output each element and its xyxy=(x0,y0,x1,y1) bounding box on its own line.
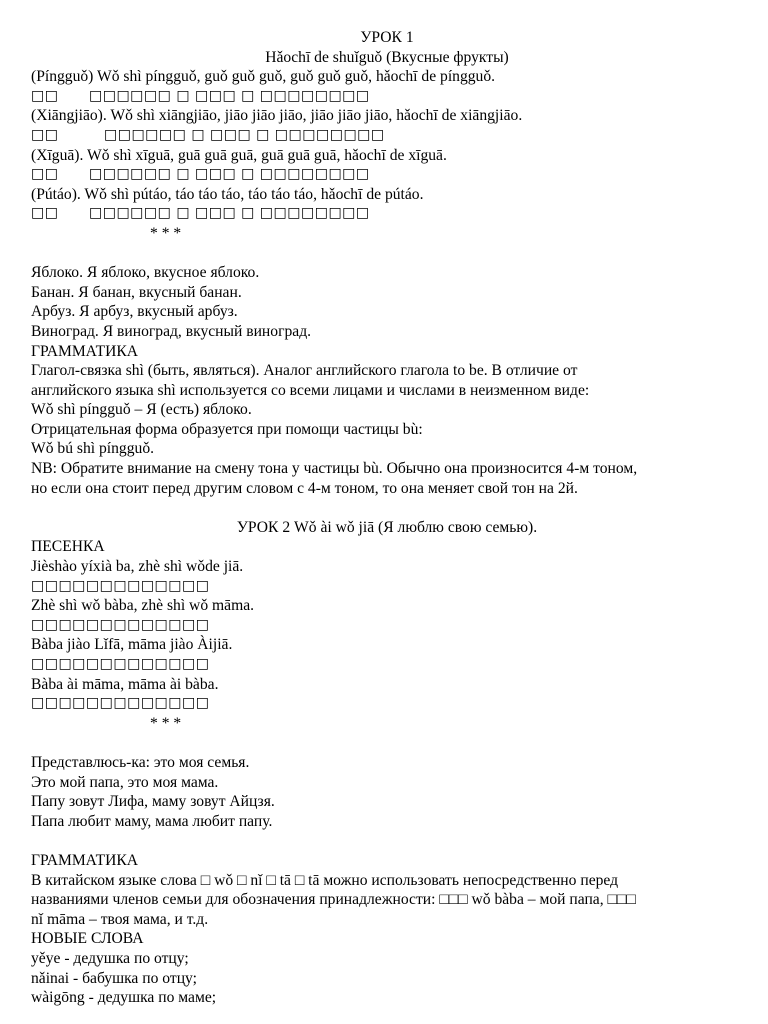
document-page xyxy=(31,28,743,1008)
song-line-hanzi xyxy=(31,204,743,224)
song-line-pinyin: Zhè shì wǒ bàba, zhè shì wǒ māma. xyxy=(31,597,255,615)
grammar-line: NB: Обратите внимание на смену тона у частицы bù. Обычно она произносится 4-м тоном, xyxy=(31,460,638,478)
song-line-hanzi: □□□□□□□□□□□□□ xyxy=(31,577,210,594)
song-line-pinyin: Bàba ài māma, māma ài bàba. xyxy=(31,675,219,693)
song-heading: ПЕСЕНКА xyxy=(31,538,105,556)
song-line-pinyin: Jièshào yíxià ba, zhè shì wǒde jiā. xyxy=(31,558,244,576)
translation-line: Виноград. Я виноград, вкусный виноград. xyxy=(31,322,312,340)
song-line-hanzi: □□□□□□□□□□□□□ xyxy=(31,656,210,672)
section-separator: * * * xyxy=(150,224,182,242)
vocab-entry: wàigōng - дедушка по маме; xyxy=(31,989,217,1007)
grammar-line: В китайском языке слова □ wǒ □ nǐ □ tā □ tā можно использовать непосредственно перед xyxy=(31,871,619,889)
translation-line: Яблоко. Я яблоко, вкусное яблоко. xyxy=(31,264,260,282)
grammar-line: Отрицательная форма образуется при помощи частицы bù: xyxy=(31,420,423,438)
song-line-hanzi: □□□□□□□□□□□□□ xyxy=(31,695,210,712)
hanzi-word: □□ xyxy=(31,205,59,222)
hanzi-word: □□ xyxy=(31,166,59,183)
hanzi-phrase: □□□□□□ □ □□□ □ □□□□□□□□ xyxy=(89,205,370,222)
hanzi-word: □□ xyxy=(31,87,59,104)
translation-line: Это мой папа, это моя мама. xyxy=(31,773,219,791)
song-line-hanzi xyxy=(31,126,743,146)
translation-line: Представлюсь-ка: это моя семья. xyxy=(31,753,250,771)
grammar-line: названиями членов семьи для обозначения принадлежности: □□□ wǒ bàba – мой папа, □□□ xyxy=(31,891,636,909)
song-line-hanzi xyxy=(31,87,743,107)
grammar-heading: ГРАММАТИКА xyxy=(31,851,139,869)
translation-line: Папу зовут Лифа, маму зовут Айцзя. xyxy=(31,793,275,811)
lesson1-title: УРОК 1 xyxy=(360,29,414,46)
translation-line: Папа любит маму, мама любит папу. xyxy=(31,812,273,830)
song-line-pinyin: (Píngguǒ) Wǒ shì píngguǒ, guǒ guǒ guǒ, guǒ guǒ guǒ, hǎochī de píngguǒ. xyxy=(31,68,496,86)
grammar-line: Wǒ bú shì píngguǒ. xyxy=(31,440,155,458)
grammar-line: Глагол-связка shì (быть, являться). Аналог английского глагола to be. В отличие от xyxy=(31,362,578,380)
song-line-hanzi xyxy=(31,165,743,185)
song-line-pinyin: (Pútáo). Wǒ shì pútáo, táo táo táo, táo táo táo, hǎochī de pútáo. xyxy=(31,185,424,203)
song-line-pinyin: (Xiāngjiāo). Wǒ shì xiāngjiāo, jiāo jiāo jiāo, jiāo jiāo jiāo, hǎochī de xiāngjiāo. xyxy=(31,107,523,125)
hanzi-phrase: □□□□□□ □ □□□ □ □□□□□□□□ xyxy=(89,166,370,183)
new-words-heading: НОВЫЕ СЛОВА xyxy=(31,930,144,948)
vocab-entry: nǎinai - бабушка по отцу; xyxy=(31,969,197,987)
grammar-line: но если она стоит перед другим словом с 4-м тоном, то она меняет свой тон на 2й. xyxy=(31,479,578,497)
lesson1-subtitle: Hǎochī de shuǐguǒ (Вкусные фрукты) xyxy=(265,48,509,66)
section-separator: * * * xyxy=(150,714,182,732)
hanzi-phrase: □□□□□□ □ □□□ □ □□□□□□□□ xyxy=(89,87,370,104)
translation-line: Банан. Я банан, вкусный банан. xyxy=(31,283,242,301)
lesson2-title: УРОК 2 Wǒ ài wǒ jiā (Я люблю свою семью). xyxy=(236,518,538,536)
vocab-entry: yěye - дедушка по отцу; xyxy=(31,949,189,967)
grammar-line: Wǒ shì píngguǒ – Я (есть) яблоко. xyxy=(31,401,252,419)
grammar-line: nǐ māma – твоя мама, и т.д. xyxy=(31,910,209,928)
hanzi-phrase: □□□□□□ □ □□□ □ □□□□□□□□ xyxy=(104,126,385,143)
song-line-hanzi: □□□□□□□□□□□□□ xyxy=(31,616,210,633)
grammar-line: английского языка shì используется со всеми лицами и числами в неизменном виде: xyxy=(31,381,590,399)
song-line-pinyin: (Xīguā). Wǒ shì xīguā, guā guā guā, guā guā guā, hǎochī de xīguā. xyxy=(31,146,447,164)
translation-line: Арбуз. Я арбуз, вкусный арбуз. xyxy=(31,303,238,321)
grammar-heading: ГРАММАТИКА xyxy=(31,342,139,360)
hanzi-word: □□ xyxy=(31,126,59,143)
song-line-pinyin: Bàba jiào Lǐfā, māma jiào Àijiā. xyxy=(31,636,233,654)
